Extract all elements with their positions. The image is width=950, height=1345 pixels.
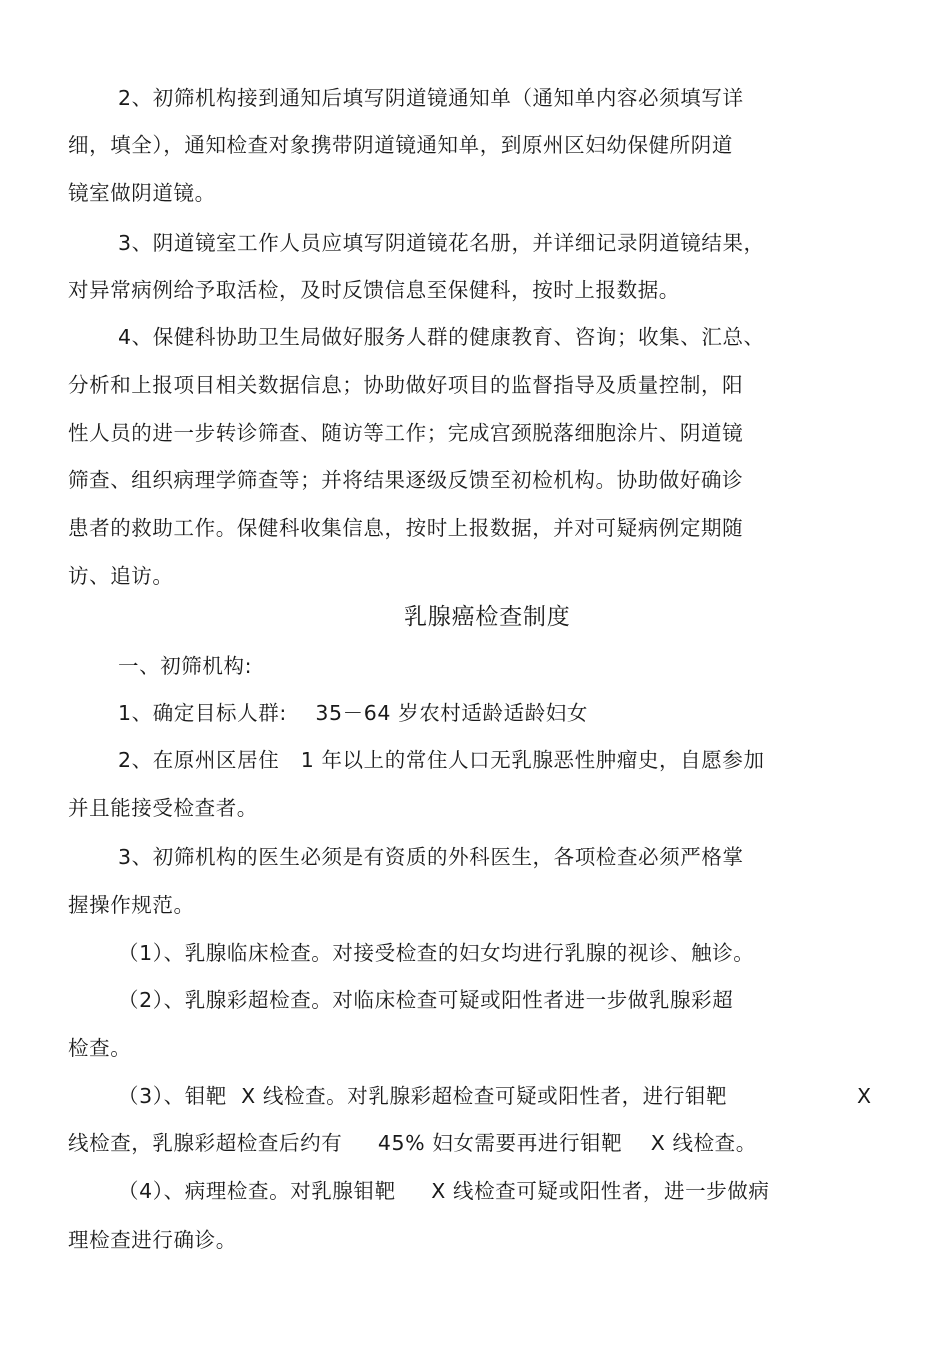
paragraph-line: 镜室做阴道镜。 — [68, 181, 216, 205]
section-line: 1、确定目标人群: 35－64 岁农村适龄适龄妇女 — [118, 701, 589, 725]
paragraph-line: 分析和上报项目相关数据信息；协助做好项目的监督指导及质量控制，阳 — [68, 373, 744, 397]
paragraph-line: 2、初筛机构接到通知后填写阴道镜通知单（通知单内容必须填写详 — [118, 86, 744, 110]
paragraph-line: 对异常病例给予取活检，及时反馈信息至保健科，按时上报数据。 — [68, 278, 680, 302]
section-title: 乳腺癌检查制度 — [404, 604, 571, 630]
paragraph-line: 4、保健科协助卫生局做好服务人群的健康教育、咨询；收集、汇总、 — [118, 325, 765, 349]
section-line: 一、初筛机构: — [118, 654, 253, 678]
section-line: 并且能接受检查者。 — [68, 796, 258, 820]
section-line: 3、初筛机构的医生必须是有资质的外科医生，各项检查必须严格掌 — [118, 845, 744, 869]
section-line: （1）、乳腺临床检查。对接受检查的妇女均进行乳腺的视诊、触诊。 — [118, 941, 755, 965]
section-line: （4）、病理检查。对乳腺钼靶 X 线检查可疑或阳性者，进一步做病 — [118, 1179, 770, 1203]
section-line: 检查。 — [68, 1036, 132, 1060]
paragraph-line: 性人员的进一步转诊筛查、随访等工作；完成宫颈脱落细胞涂片、阴道镜 — [68, 421, 744, 445]
section-line: 握操作规范。 — [68, 893, 195, 917]
paragraph-line: 访、追访。 — [68, 564, 174, 588]
section-line: （3）、钼靶 X 线检查。对乳腺彩超检查可疑或阳性者，进行钼靶 — [118, 1084, 728, 1108]
paragraph-line: 细，填全），通知检查对象携带阴道镜通知单，到原州区妇幼保健所阴道 — [68, 133, 733, 157]
section-line: 2、在原州区居住 1 年以上的常住人口无乳腺恶性肿瘤史，自愿参加 — [118, 748, 765, 772]
paragraph-line: 筛查、组织病理学筛查等；并将结果逐级反馈至初检机构。协助做好确诊 — [68, 468, 744, 492]
paragraph-line: 患者的救助工作。保健科收集信息，按时上报数据，并对可疑病例定期随 — [68, 516, 744, 540]
paragraph-line: 3、阴道镜室工作人员应填写阴道镜花名册，并详细记录阴道镜结果， — [118, 231, 765, 255]
section-line: 线检查，乳腺彩超检查后约有 45% 妇女需要再进行钼靶 X 线检查。 — [68, 1131, 757, 1155]
section-line: 理检查进行确诊。 — [68, 1228, 237, 1252]
section-line-fragment: X — [857, 1084, 872, 1108]
section-line: （2）、乳腺彩超检查。对临床检查可疑或阳性者进一步做乳腺彩超 — [118, 988, 734, 1012]
